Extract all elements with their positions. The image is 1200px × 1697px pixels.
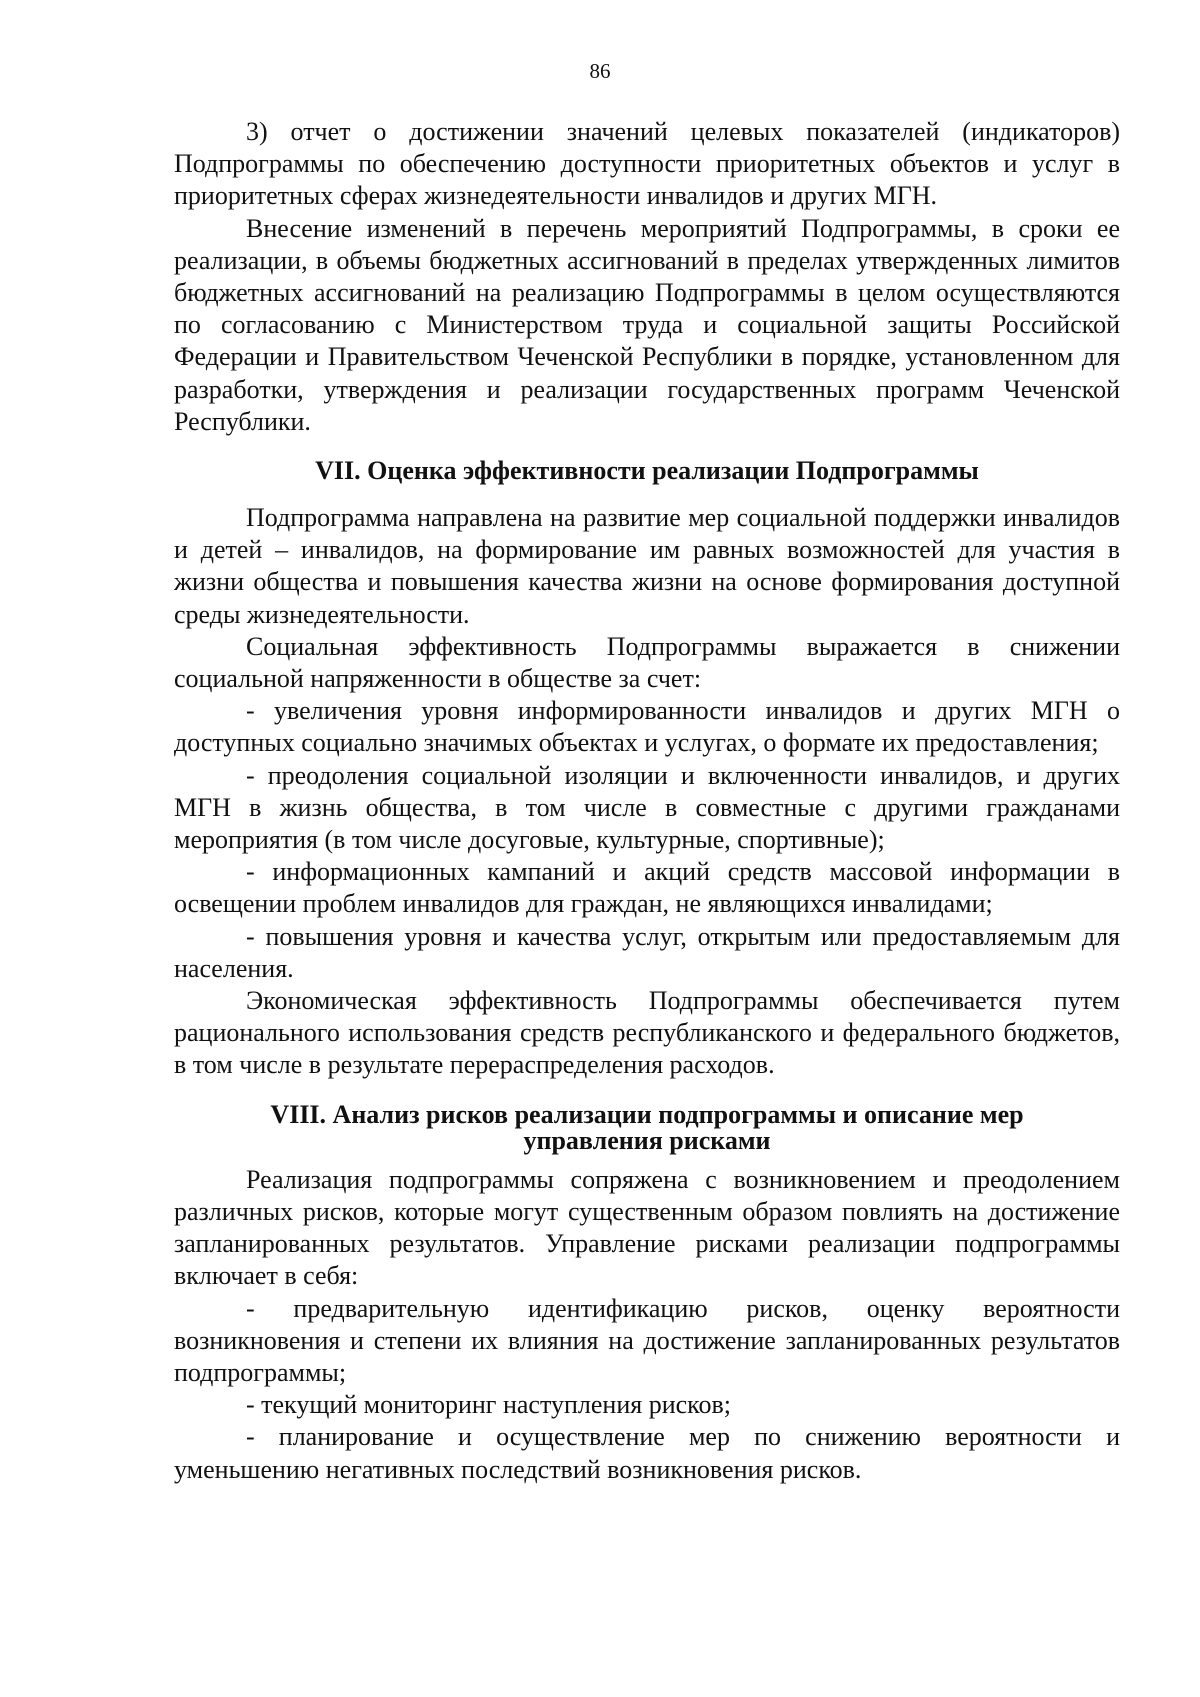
list-item-awareness: - увеличения уровня информированности инвалидов и других МГН о доступных социально значимых объектах и услугах, о формате их предоставления; [174, 696, 1120, 758]
list-item-media-campaigns: - информационных кампаний и акций средств массовой информации в освещении проблем инвалидов для граждан, не являющихся инвалидами; [174, 857, 1120, 919]
section-title-viii-line2: управления рисками [523, 1125, 771, 1155]
section-title-viii [174, 1099, 1120, 1155]
list-item-risk-monitoring: - текущий мониторинг наступления рисков; [246, 1390, 731, 1420]
page-number: 86 [589, 59, 611, 83]
paragraph-risks-intro: Реализация подпрограммы сопряжена с возникновением и преодолением различных рисков, которые могут существенным образом повлиять на достижение запланированных результатов. Управление рисками реализации подпрограммы включает в себя: [174, 1164, 1120, 1291]
list-item-isolation: - преодоления социальной изоляции и включенности инвалидов, и других МГН в жизнь общества, в том числе в совместные с другими гражданами мероприятия (в том числе досуговые, культурные, спортивные); [174, 760, 1120, 855]
paragraph-report-item: 3) отчет о достижении значений целевых показателей (индикаторов) Подпрограммы по обеспечению доступности приоритетных объектов и услуг в приоритетных сферах жизнедеятельности инвалидов и других МГН. [174, 117, 1120, 211]
list-item-service-quality: - повышения уровня и качества услуг, открытым или предоставляемым для населения. [174, 921, 1120, 983]
paragraph-economic-efficiency: Экономическая эффективность Подпрограммы обеспечивается путем рационального использования средств республиканского и федерального бюджетов, в том числе в результате перераспределения расходов. [174, 986, 1120, 1080]
page-content [174, 116, 1120, 1486]
paragraph-subprogram-aim: Подпрограмма направлена на развитие мер социальной поддержки инвалидов и детей – инвалидов, на формирование им равных возможностей для участия в жизни общества и повышения качества жизни на основе формирования доступной среды жизнедеятельности. [174, 503, 1120, 629]
paragraph-changes: Внесение изменений в перечень мероприятий Подпрограммы, в сроки ее реализации, в объемы бюджетных ассигнований в пределах утвержденных лимитов бюджетных ассигнований на реализацию Подпрограммы в целом осуществляются по согласованию с Министерством труда и социальной защиты Российской Федерации и Правительством Чеченской Республики в порядке, установленном для разработки, утверждения и реализации государственных программ Чеченской Республики. [174, 213, 1120, 436]
section-title-vii: VII. Оценка эффективности реализации Подпрограммы [315, 456, 979, 486]
paragraph-social-efficiency: Социальная эффективность Подпрограммы выражается в снижении социальной напряженности в обществе за счет: [174, 631, 1120, 694]
list-item-risk-mitigation: - планирование и осуществление мер по снижению вероятности и уменьшению негативных последствий возникновения рисков. [174, 1422, 1120, 1484]
list-item-risk-identification: - предварительную идентификацию рисков, оценку вероятности возникновения и степени их влияния на достижение запланированных результатов подпрограммы; [174, 1293, 1120, 1387]
section-title-viii-line1: VIII. Анализ рисков реализации подпрограммы и описание мер [270, 1099, 1024, 1129]
